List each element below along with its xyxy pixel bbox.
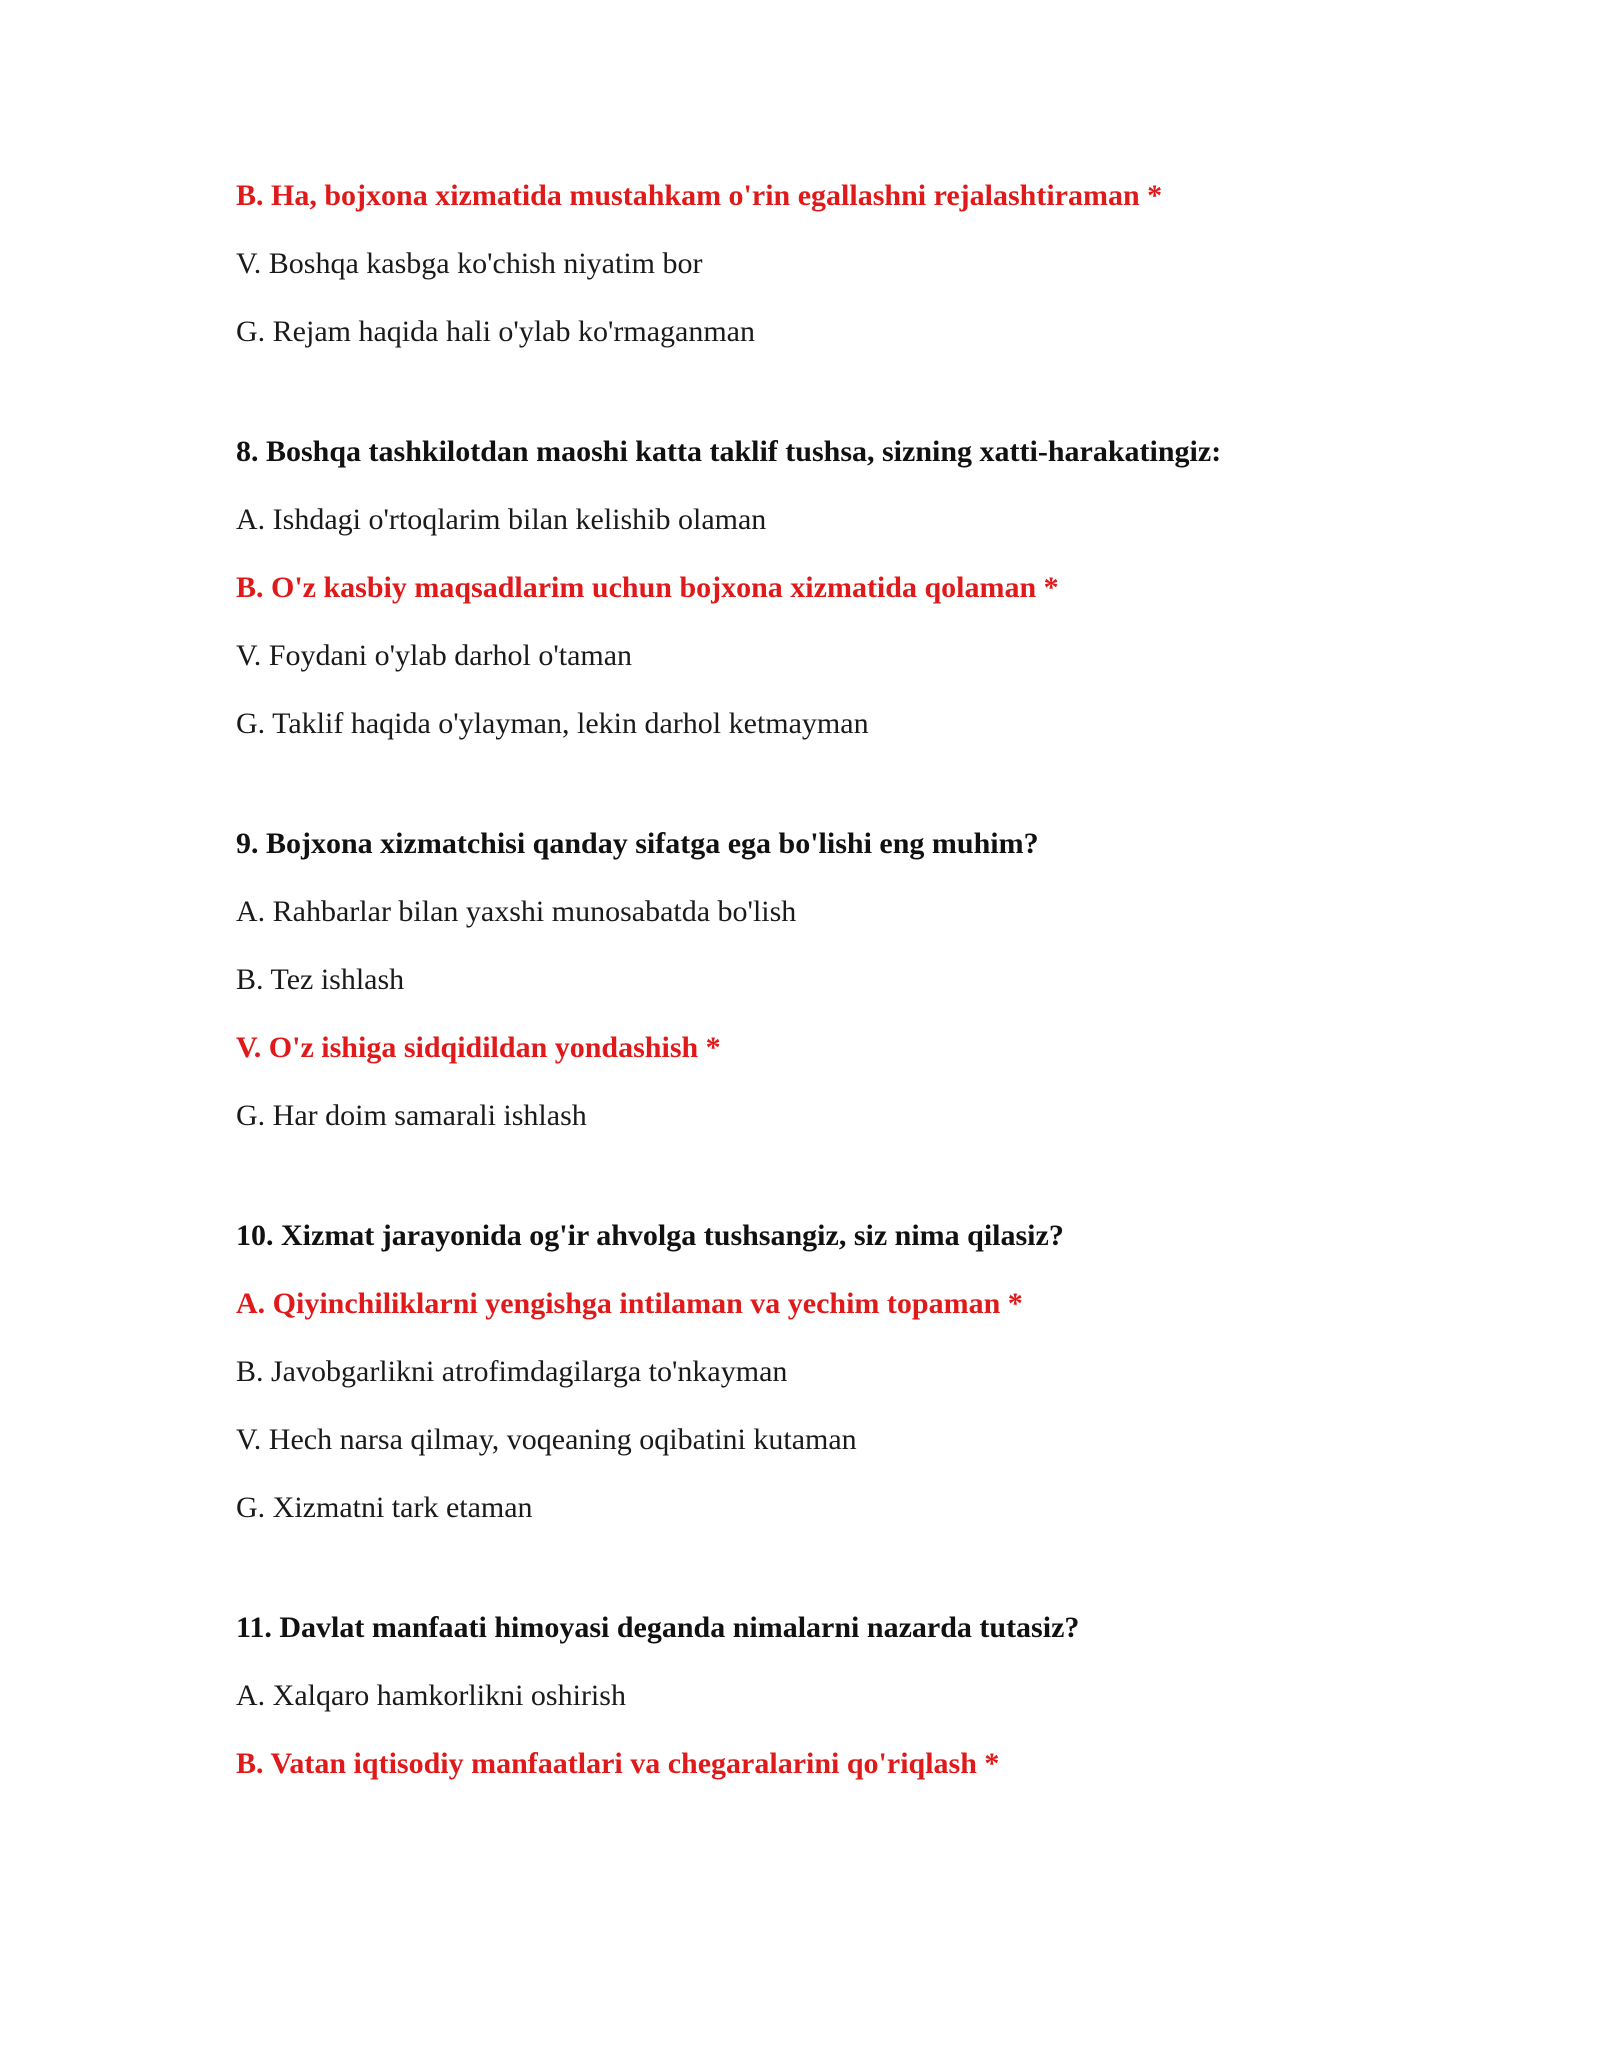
- question-block-11: [236, 1608, 1416, 1784]
- option: A. Ishdagi o'rtoqlarim bilan kelishib olaman: [236, 503, 767, 536]
- option: G. Xizmatni tark etaman: [236, 1491, 533, 1524]
- question-block-7-continued: [236, 176, 1416, 352]
- option: G. Rejam haqida hali o'ylab ko'rmaganman: [236, 315, 755, 348]
- option: V. Foydani o'ylab darhol o'taman: [236, 639, 633, 672]
- option: G. Har doim samarali ishlash: [236, 1099, 587, 1132]
- option-correct: V. O'z ishiga sidqidildan yondashish *: [236, 1031, 721, 1064]
- option: B. Javobgarlikni atrofimdagilarga to'nkayman: [236, 1355, 788, 1388]
- option: B. Tez ishlash: [236, 963, 405, 996]
- question-block-8: [236, 432, 1416, 744]
- option-correct: B. Vatan iqtisodiy manfaatlari va chegaralarini qo'riqlash *: [236, 1747, 1000, 1780]
- option-correct: B. Ha, bojxona xizmatida mustahkam o'rin egallashni rejalashtiraman *: [236, 179, 1163, 212]
- question-block-10: [236, 1216, 1416, 1528]
- question-text: 10. Xizmat jarayonida og'ir ahvolga tushsangiz, siz nima qilasiz?: [236, 1219, 1064, 1252]
- option: A. Rahbarlar bilan yaxshi munosabatda bo'lish: [236, 895, 797, 928]
- option: V. Boshqa kasbga ko'chish niyatim bor: [236, 247, 703, 280]
- option: G. Taklif haqida o'ylayman, lekin darhol ketmayman: [236, 707, 869, 740]
- question-text: 9. Bojxona xizmatchisi qanday sifatga ega bo'lishi eng muhim?: [236, 827, 1039, 860]
- option-correct: A. Qiyinchiliklarni yengishga intilaman va yechim topaman *: [236, 1287, 1023, 1320]
- question-text: 11. Davlat manfaati himoyasi deganda nimalarni nazarda tutasiz?: [236, 1611, 1080, 1644]
- question-block-9: [236, 824, 1416, 1136]
- document-page: [236, 176, 1416, 1812]
- option-correct: B. O'z kasbiy maqsadlarim uchun bojxona xizmatida qolaman *: [236, 571, 1059, 604]
- option: A. Xalqaro hamkorlikni oshirish: [236, 1679, 626, 1712]
- option: V. Hech narsa qilmay, voqeaning oqibatini kutaman: [236, 1423, 857, 1456]
- question-text: 8. Boshqa tashkilotdan maoshi katta taklif tushsa, sizning xatti-harakatingiz:: [236, 435, 1222, 468]
